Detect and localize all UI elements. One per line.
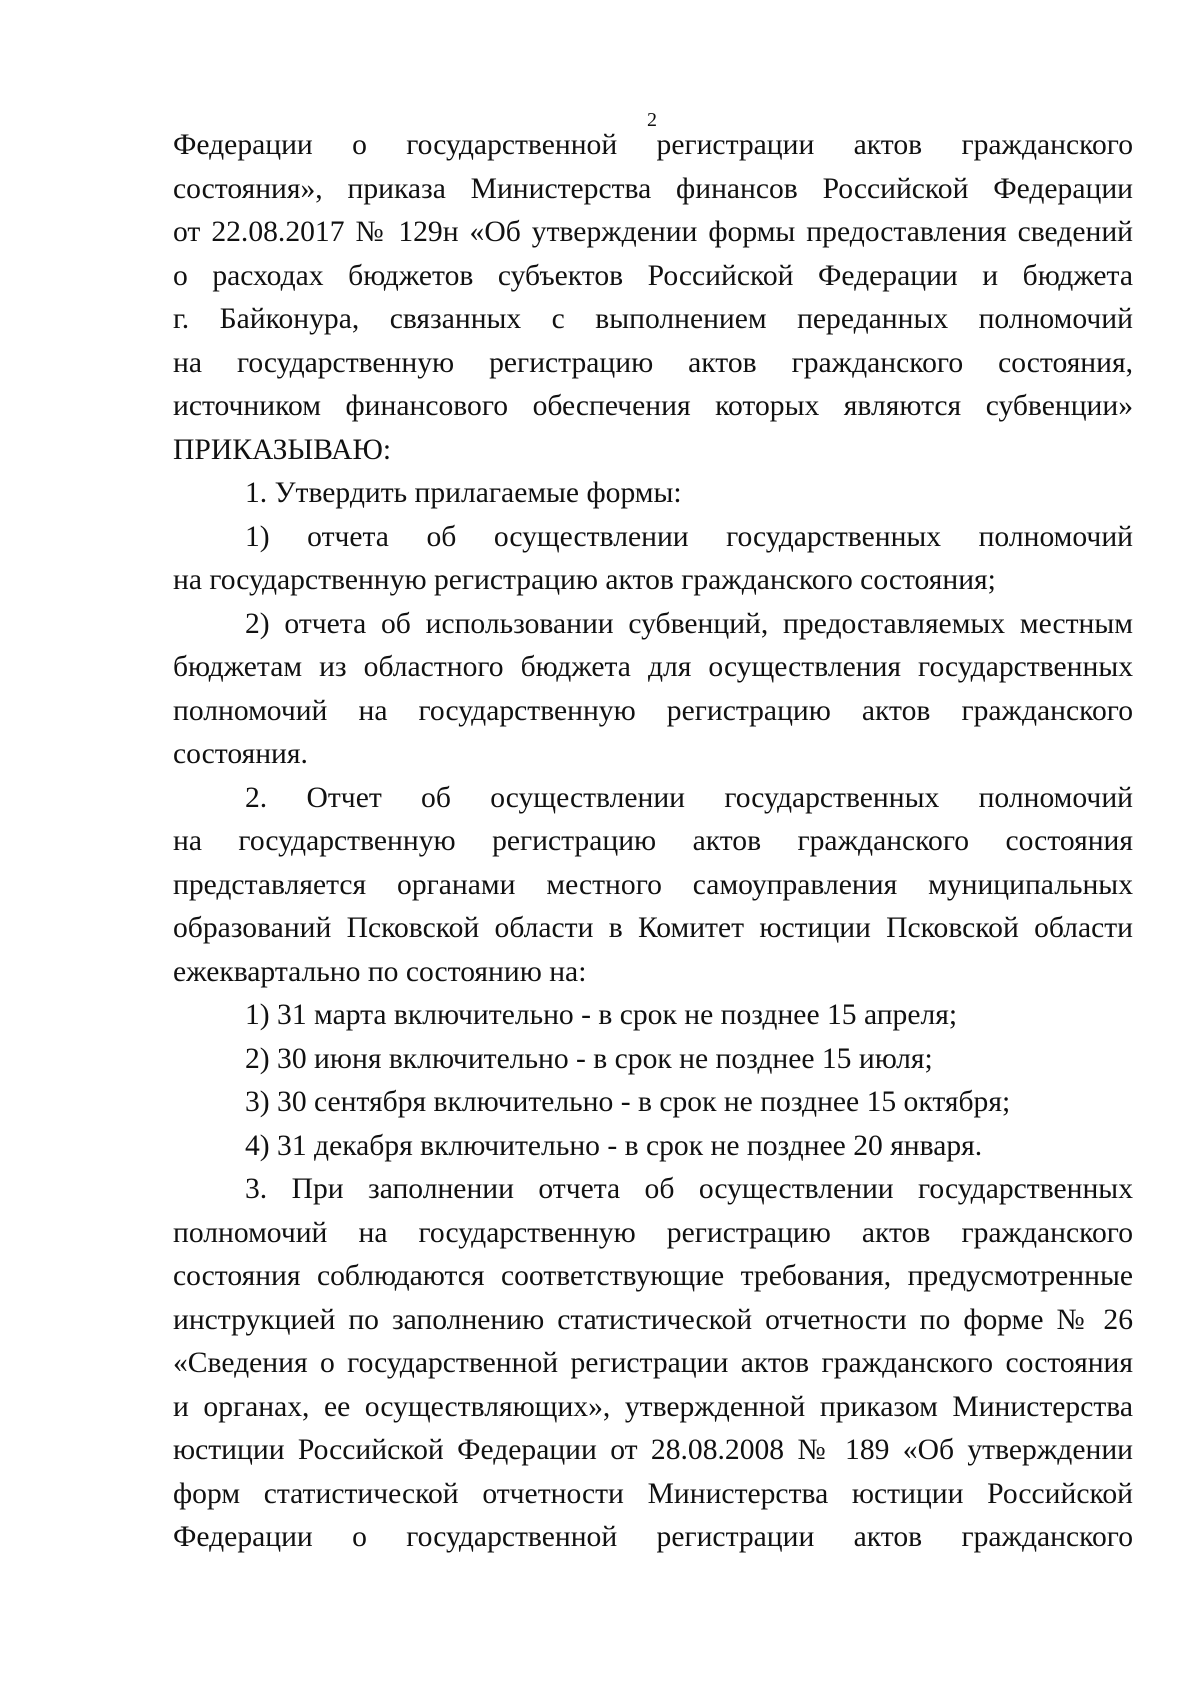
text-line: 2) 30 июня включительно - в срок не позднее 15 июля; [245,1042,933,1075]
text-line: ПРИКАЗЫВАЮ: [173,433,392,466]
text-line: 3. При заполнении отчета об осуществлении государственных [245,1173,1133,1205]
text-line: 2) отчета об использовании субвенций, предоставляемых местным [245,607,1133,640]
text-line: 1) отчета об осуществлении государственных полномочий [245,520,1133,553]
text-line: г. Байконура, связанных с выполнением переданных полномочий [173,303,1133,335]
text-line: на государственную регистрацию актов гражданского состояния [173,825,1133,857]
text-line: 2. Отчет об осуществлении государственных полномочий [245,781,1133,814]
text-line: состояния. [173,738,308,770]
text-line: «Сведения о государственной регистрации актов гражданского состояния [173,1347,1133,1379]
text-line: состояния соблюдаются соответствующие требования, предусмотренные [173,1260,1133,1292]
text-line: от 22.08.2017 № 129н «Об утверждении формы предоставления сведений [173,216,1133,248]
page-number: 2 [647,109,657,131]
text-line: Федерации о государственной регистрации актов гражданского [173,1521,1133,1553]
text-line: 1) 31 марта включительно - в срок не позднее 15 апреля; [245,999,958,1031]
text-line: образований Псковской области в Комитет юстиции Псковской области [173,912,1133,944]
document-body [173,124,1133,1560]
text-line: полномочий на государственную регистрацию актов гражданского [173,1216,1133,1249]
text-line: на государственную регистрацию актов гражданского состояния, [173,346,1133,379]
text-line: Федерации о государственной регистрации актов гражданского [173,129,1133,161]
text-line: и органах, ее осуществляющих», утвержденной приказом Министерства [173,1390,1133,1423]
text-line: 4) 31 декабря включительно - в срок не позднее 20 января. [245,1129,983,1162]
text-line: о расходах бюджетов субъектов Российской Федерации и бюджета [173,259,1133,292]
text-line: 3) 30 сентября включительно - в срок не позднее 15 октября; [245,1086,1011,1118]
text-line: состояния», приказа Министерства финансов Российской Федерации [173,172,1133,205]
text-line: ежеквартально по состоянию на: [173,955,587,988]
text-line: источником финансового обеспечения которых являются субвенции» [173,390,1133,422]
text-line: на государственную регистрацию актов гражданского состояния; [173,564,996,596]
text-line: представляется органами местного самоуправления муниципальных [173,868,1133,901]
text-line: полномочий на государственную регистрацию актов гражданского [173,694,1133,727]
text-line: инструкцией по заполнению статистической отчетности по форме № 26 [173,1303,1133,1336]
text-line: юстиции Российской Федерации от 28.08.2008 № 189 «Об утверждении [173,1434,1133,1466]
text-line: бюджетам из областного бюджета для осуществления государственных [173,651,1133,683]
text-line: форм статистической отчетности Министерства юстиции Российской [173,1477,1133,1510]
text-line: 1. Утвердить прилагаемые формы: [245,477,682,509]
